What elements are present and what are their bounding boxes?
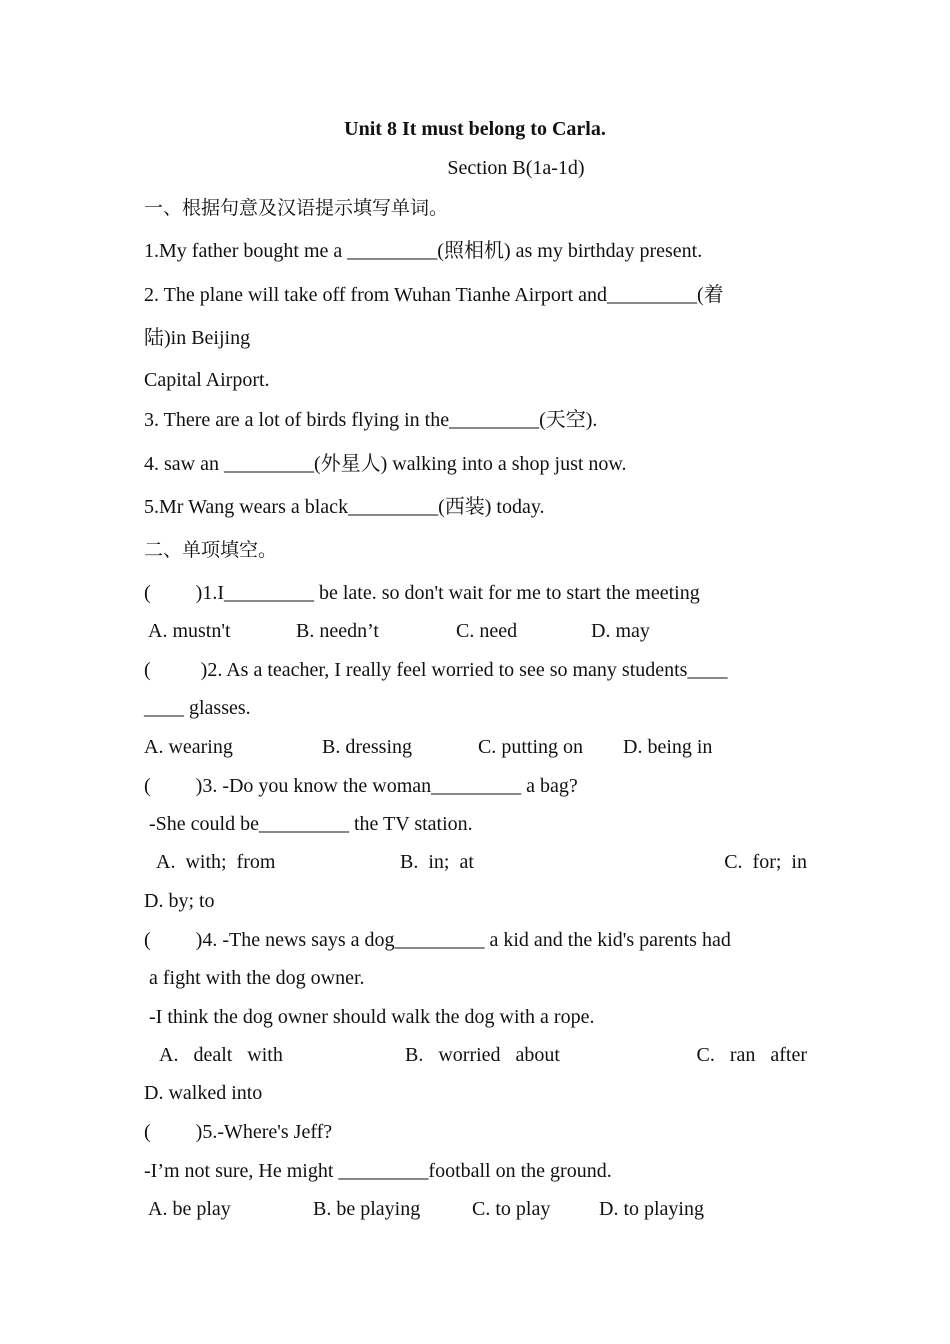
- q5-option-b: B. be playing: [313, 1198, 421, 1220]
- q1-option-b: B. needn’t: [296, 620, 379, 642]
- q4-stem: ( )4. -The news says a dog_________ a kid and the kid's parents had: [144, 929, 731, 951]
- part1-item-2: 2. The plane will take off from Wuhan Tianhe Airport and_________(着: [144, 284, 724, 306]
- q2-option-b: B. dressing: [322, 736, 412, 758]
- q3-option-c: C. for; in: [724, 851, 807, 873]
- q4-stem-cont2: -I think the dog owner should walk the dog with a rope.: [144, 1006, 595, 1028]
- q2-option-a: A. wearing: [144, 736, 233, 758]
- q3-option-a: A. with; from: [156, 851, 276, 873]
- part1-item-2-cont2: Capital Airport.: [144, 369, 270, 391]
- q1-option-c: C. need: [456, 620, 518, 642]
- worksheet-title: Unit 8 It must belong to Carla.: [344, 118, 606, 140]
- q2-option-c: C. putting on: [478, 736, 584, 758]
- part1-item-2-cont: 陆)in Beijing: [144, 327, 251, 349]
- q4-option-b: B. worried about: [405, 1044, 560, 1066]
- part2-heading: 二、单项填空。: [144, 539, 278, 561]
- part1-item-1: 1.My father bought me a _________(照相机) as my birthday present.: [144, 240, 703, 262]
- q4-option-c: C. ran after: [696, 1044, 807, 1066]
- q4-stem-cont: a fight with the dog owner.: [144, 967, 365, 989]
- q2-option-d: D. being in: [623, 736, 713, 758]
- q5-option-a: A. be play: [148, 1198, 231, 1220]
- q1-option-d: D. may: [591, 620, 650, 642]
- q4-option-d: D. walked into: [144, 1082, 263, 1104]
- q5-stem-cont: -I’m not sure, He might _________football on the ground.: [144, 1160, 612, 1182]
- q4-option-a: A. dealt with: [159, 1044, 283, 1066]
- part1-heading: 一、根据句意及汉语提示填写单词。: [144, 197, 449, 219]
- part1-item-3: 3. There are a lot of birds flying in the_________(天空).: [144, 409, 598, 431]
- q1-stem: ( )1.I_________ be late. so don't wait for me to start the meeting: [144, 582, 700, 604]
- q5-option-d: D. to playing: [599, 1198, 704, 1220]
- q2-stem-cont: ____ glasses.: [144, 697, 251, 719]
- q3-stem: ( )3. -Do you know the woman_________ a bag?: [144, 775, 578, 797]
- q1-option-a: A. mustn't: [148, 620, 231, 642]
- q3-option-b: B. in; at: [400, 851, 474, 873]
- q5-option-c: C. to play: [472, 1198, 551, 1220]
- q3-stem-cont: -She could be_________ the TV station.: [144, 813, 473, 835]
- q3-option-d: D. by; to: [144, 890, 215, 912]
- part1-item-4: 4. saw an _________(外星人) walking into a shop just now.: [144, 453, 627, 475]
- part1-item-5: 5.Mr Wang wears a black_________(西装) today.: [144, 496, 545, 518]
- q2-stem: ( )2. As a teacher, I really feel worried to see so many students____: [144, 659, 728, 681]
- q5-stem: ( )5.-Where's Jeff?: [144, 1121, 333, 1143]
- section-subtitle: Section B(1a-1d): [447, 157, 585, 179]
